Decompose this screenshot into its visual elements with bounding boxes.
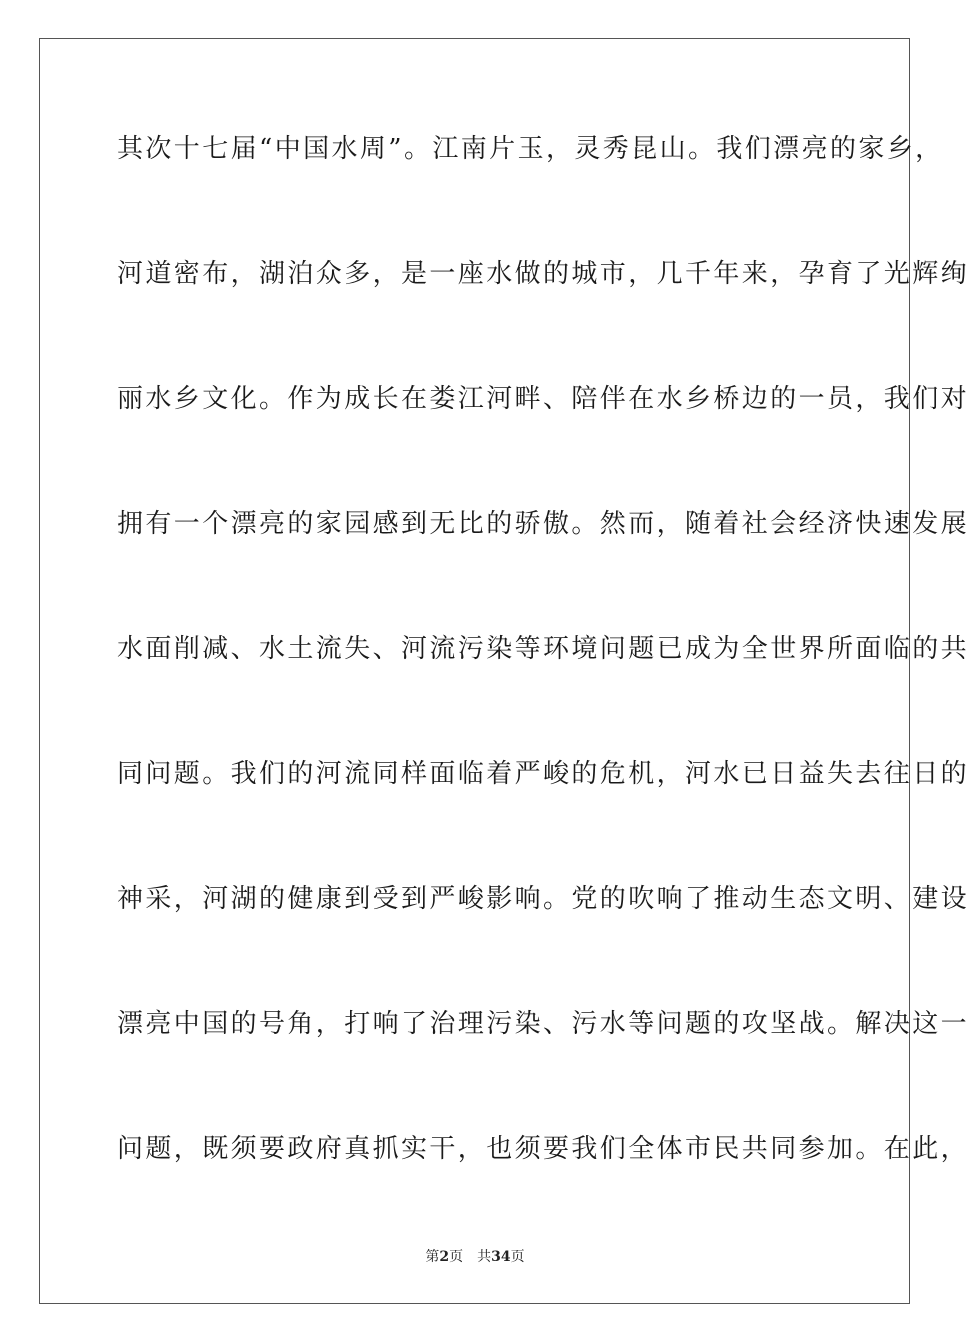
text-line: 拥有一个漂亮的家园感到无比的骄傲。然而，随着社会经济快速发展 bbox=[117, 509, 969, 539]
text-line: 丽水乡文化。作为成长在娄江河畔、陪伴在水乡桥边的一员，我们对 bbox=[117, 384, 969, 414]
text-line: 河道密布，湖泊众多，是一座水做的城市，几千年来，孕育了光辉绚 bbox=[117, 259, 969, 289]
total-pages: 34 bbox=[491, 1249, 511, 1265]
text-line: 同问题。我们的河流同样面临着严峻的危机，河水已日益失去往日的 bbox=[117, 759, 969, 789]
text-line: 神采，河湖的健康到受到严峻影响。党的吹响了推动生态文明、建设 bbox=[117, 884, 969, 914]
page-suffix: 页 bbox=[449, 1249, 464, 1265]
total-prefix: 共 bbox=[477, 1249, 492, 1265]
text-line: 水面削减、水土流失、河流污染等环境问题已成为全世界所面临的共 bbox=[117, 634, 969, 664]
page-footer bbox=[0, 1248, 950, 1266]
text-line: 漂亮中国的号角，打响了治理污染、污水等问题的攻坚战。解决这一 bbox=[117, 1009, 969, 1039]
page-prefix: 第 bbox=[425, 1249, 440, 1265]
text-line: 问题，既须要政府真抓实干，也须要我们全体市民共同参加。在此， bbox=[117, 1134, 969, 1164]
text-line: 其次十七届“中国水周”。江南片玉，灵秀昆山。我们漂亮的家乡， bbox=[117, 134, 944, 164]
total-suffix: 页 bbox=[510, 1249, 525, 1265]
page-number: 2 bbox=[439, 1249, 450, 1265]
